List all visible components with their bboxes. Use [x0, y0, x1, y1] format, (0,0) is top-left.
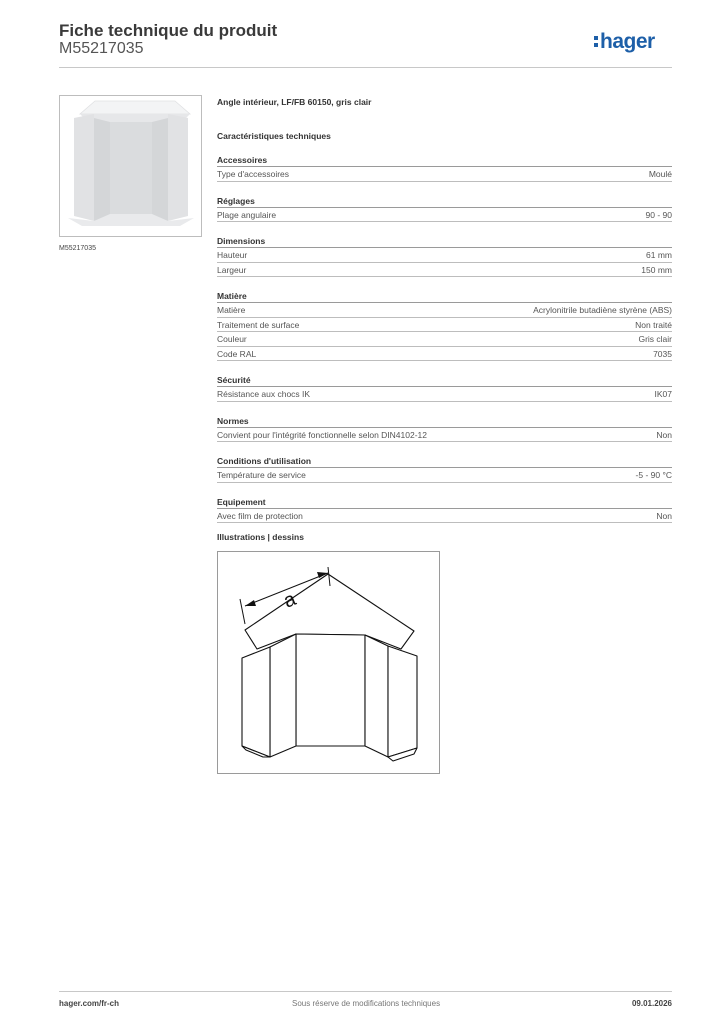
section-title: Matière	[217, 286, 672, 303]
footer-website-link[interactable]: hager.com/fr-ch	[59, 999, 120, 1008]
section-dimensions	[217, 231, 672, 277]
spec-label: Type d'accessoires	[217, 169, 290, 179]
section-title: Sécurité	[217, 370, 672, 387]
spec-row	[217, 468, 672, 483]
spec-row	[217, 263, 672, 278]
hager-logo	[593, 27, 675, 57]
logo-dot-upper	[594, 36, 598, 40]
spec-row	[217, 428, 672, 443]
spec-label: Couleur	[217, 334, 247, 344]
spec-row	[217, 303, 672, 318]
logo-dot-lower	[594, 43, 598, 47]
spec-row	[217, 347, 672, 362]
section-securite	[217, 370, 672, 402]
spec-row	[217, 208, 672, 223]
spec-label: Plage angulaire	[217, 209, 277, 220]
spec-row	[217, 332, 672, 347]
spec-value: Gris clair	[638, 334, 672, 344]
header-divider	[59, 67, 672, 68]
spec-label: Code RAL	[217, 348, 257, 359]
spec-value: Non	[656, 510, 672, 521]
section-title: Accessoires	[217, 150, 672, 167]
spec-value: 61 mm	[646, 250, 672, 260]
section-reglages	[217, 191, 672, 223]
spec-label: Convient pour l'intégrité fonctionnelle selon DIN4102-12	[217, 429, 428, 440]
spec-value: Non	[656, 429, 672, 440]
section-matiere	[217, 286, 672, 361]
spec-label: Résistance aux chocs IK	[217, 389, 311, 399]
spec-row	[217, 167, 672, 182]
spec-label: Hauteur	[217, 250, 248, 260]
spec-row	[217, 509, 672, 524]
product-reference: M55217035	[59, 40, 144, 57]
spec-label: Largeur	[217, 264, 247, 275]
spec-value: Acrylonitrile butadiène styrène (ABS)	[533, 305, 672, 315]
illustrations-heading: Illustrations | dessins	[217, 532, 304, 542]
section-normes	[217, 411, 672, 443]
spec-value: 150 mm	[641, 264, 672, 275]
section-accessoires	[217, 150, 672, 182]
photo-caption: M55217035	[59, 245, 96, 252]
spec-label: Traitement de surface	[217, 319, 300, 330]
footer-note: Sous réserve de modifications techniques	[292, 999, 441, 1008]
spec-label: Avec film de protection	[217, 510, 303, 521]
logo-wordmark: hager	[600, 30, 655, 53]
technical-drawing	[217, 551, 440, 774]
spec-value: Non traité	[635, 319, 672, 330]
product-photo	[59, 95, 202, 237]
spec-value: IK07	[654, 389, 672, 399]
footer-divider	[59, 991, 672, 992]
product-description: Angle intérieur, LF/FB 60150, gris clair	[217, 97, 372, 107]
section-title: Réglages	[217, 191, 672, 208]
spec-label: Matière	[217, 305, 246, 315]
dimension-label: a	[280, 588, 300, 613]
footer-date: 09.01.2026	[631, 999, 672, 1008]
section-title: Normes	[217, 411, 672, 428]
section-equipement	[217, 492, 672, 524]
spec-value: Moulé	[648, 169, 672, 179]
spec-value: 90 - 90	[645, 209, 672, 220]
section-conditions-utilisation	[217, 451, 672, 483]
specs-heading: Caractéristiques techniques	[217, 131, 331, 141]
page-title: Fiche technique du produit	[59, 21, 278, 40]
spec-value: -5 - 90 °C	[635, 470, 672, 480]
section-title: Dimensions	[217, 231, 672, 248]
specs-table	[217, 150, 672, 532]
spec-label: Température de service	[217, 470, 306, 480]
spec-row	[217, 387, 672, 402]
section-title: Conditions d'utilisation	[217, 451, 672, 468]
spec-row	[217, 248, 672, 263]
spec-value: 7035	[653, 348, 672, 359]
spec-row	[217, 318, 672, 333]
section-title: Equipement	[217, 492, 672, 509]
